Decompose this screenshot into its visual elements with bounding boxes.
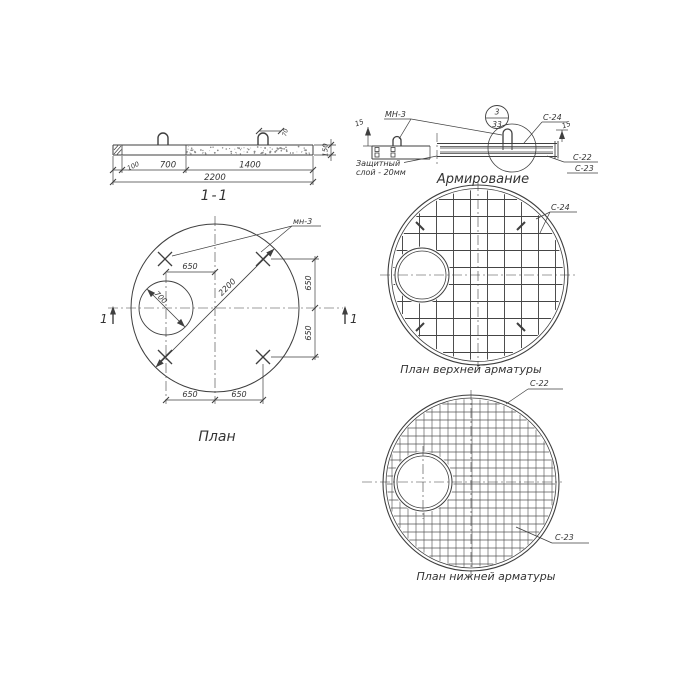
c24-callout (536, 212, 577, 233)
dim-label: 700 (159, 160, 177, 171)
lifting-loop-icon (258, 133, 268, 145)
protective-layer-note: слой - 20мм (356, 168, 406, 177)
dim-15-left (363, 127, 372, 146)
mn3-label: МН-3 (385, 110, 406, 119)
reinforcement-view (354, 106, 598, 188)
dim-label: 15 (353, 117, 365, 129)
c22-callout (506, 389, 563, 404)
c23-label: С-23 (575, 164, 594, 173)
reinforcement-band (437, 141, 558, 159)
dim-label: 1400 (239, 160, 261, 171)
dim-label: 650 (231, 390, 247, 399)
plan-view (100, 216, 358, 445)
concrete-texture (186, 146, 310, 155)
section-marker-label: 1 (100, 312, 108, 326)
dim-label: 700 (152, 288, 170, 306)
detail-sheet: 33 (492, 120, 502, 129)
c22-label: С-22 (573, 153, 592, 162)
c23-callout (516, 527, 589, 543)
dim-15-right (556, 130, 568, 142)
lower-reinforcement-plan (362, 379, 589, 583)
section-marker-right (342, 306, 348, 324)
mn3-label: мн-3 (293, 217, 313, 226)
c24-label: С-24 (551, 203, 570, 212)
reinforcement-title: Армирование (436, 172, 530, 187)
section-marker-label: 1 (350, 312, 358, 326)
c22-label: С-22 (530, 379, 549, 388)
section-title: 1-1 (200, 188, 230, 204)
dim-label: 70 (281, 128, 290, 138)
lower-plan-title: План нижней арматуры (416, 570, 556, 583)
dim-label: 650 (304, 275, 313, 291)
dim-label: 15 (560, 119, 572, 131)
dim-label: 2200 (204, 173, 226, 183)
detail-callout (486, 106, 509, 130)
dim-label: 650 (182, 390, 198, 399)
protective-layer-note: Защитный (356, 159, 401, 168)
dim-label: 650 (182, 262, 198, 271)
section-marker-left (110, 306, 116, 324)
lifting-loop-icon (503, 129, 512, 144)
section-1-1-view (110, 128, 336, 204)
reinforcement-left-block (372, 146, 430, 159)
dim-label: 150 (321, 143, 330, 157)
upper-reinforcement-plan (380, 181, 577, 376)
dim-label: 650 (304, 325, 313, 341)
dim-label: 100 (125, 159, 141, 173)
upper-plan-title: План верхней арматуры (400, 363, 542, 376)
lifting-loop-icon (158, 133, 168, 145)
plan-title: План (198, 429, 236, 445)
mn3-callout (384, 119, 502, 139)
detail-number: 3 (494, 107, 500, 117)
dim-label: 2200 (216, 276, 238, 298)
c24-label: С-24 (543, 113, 562, 122)
c23-label: С-23 (555, 533, 574, 542)
